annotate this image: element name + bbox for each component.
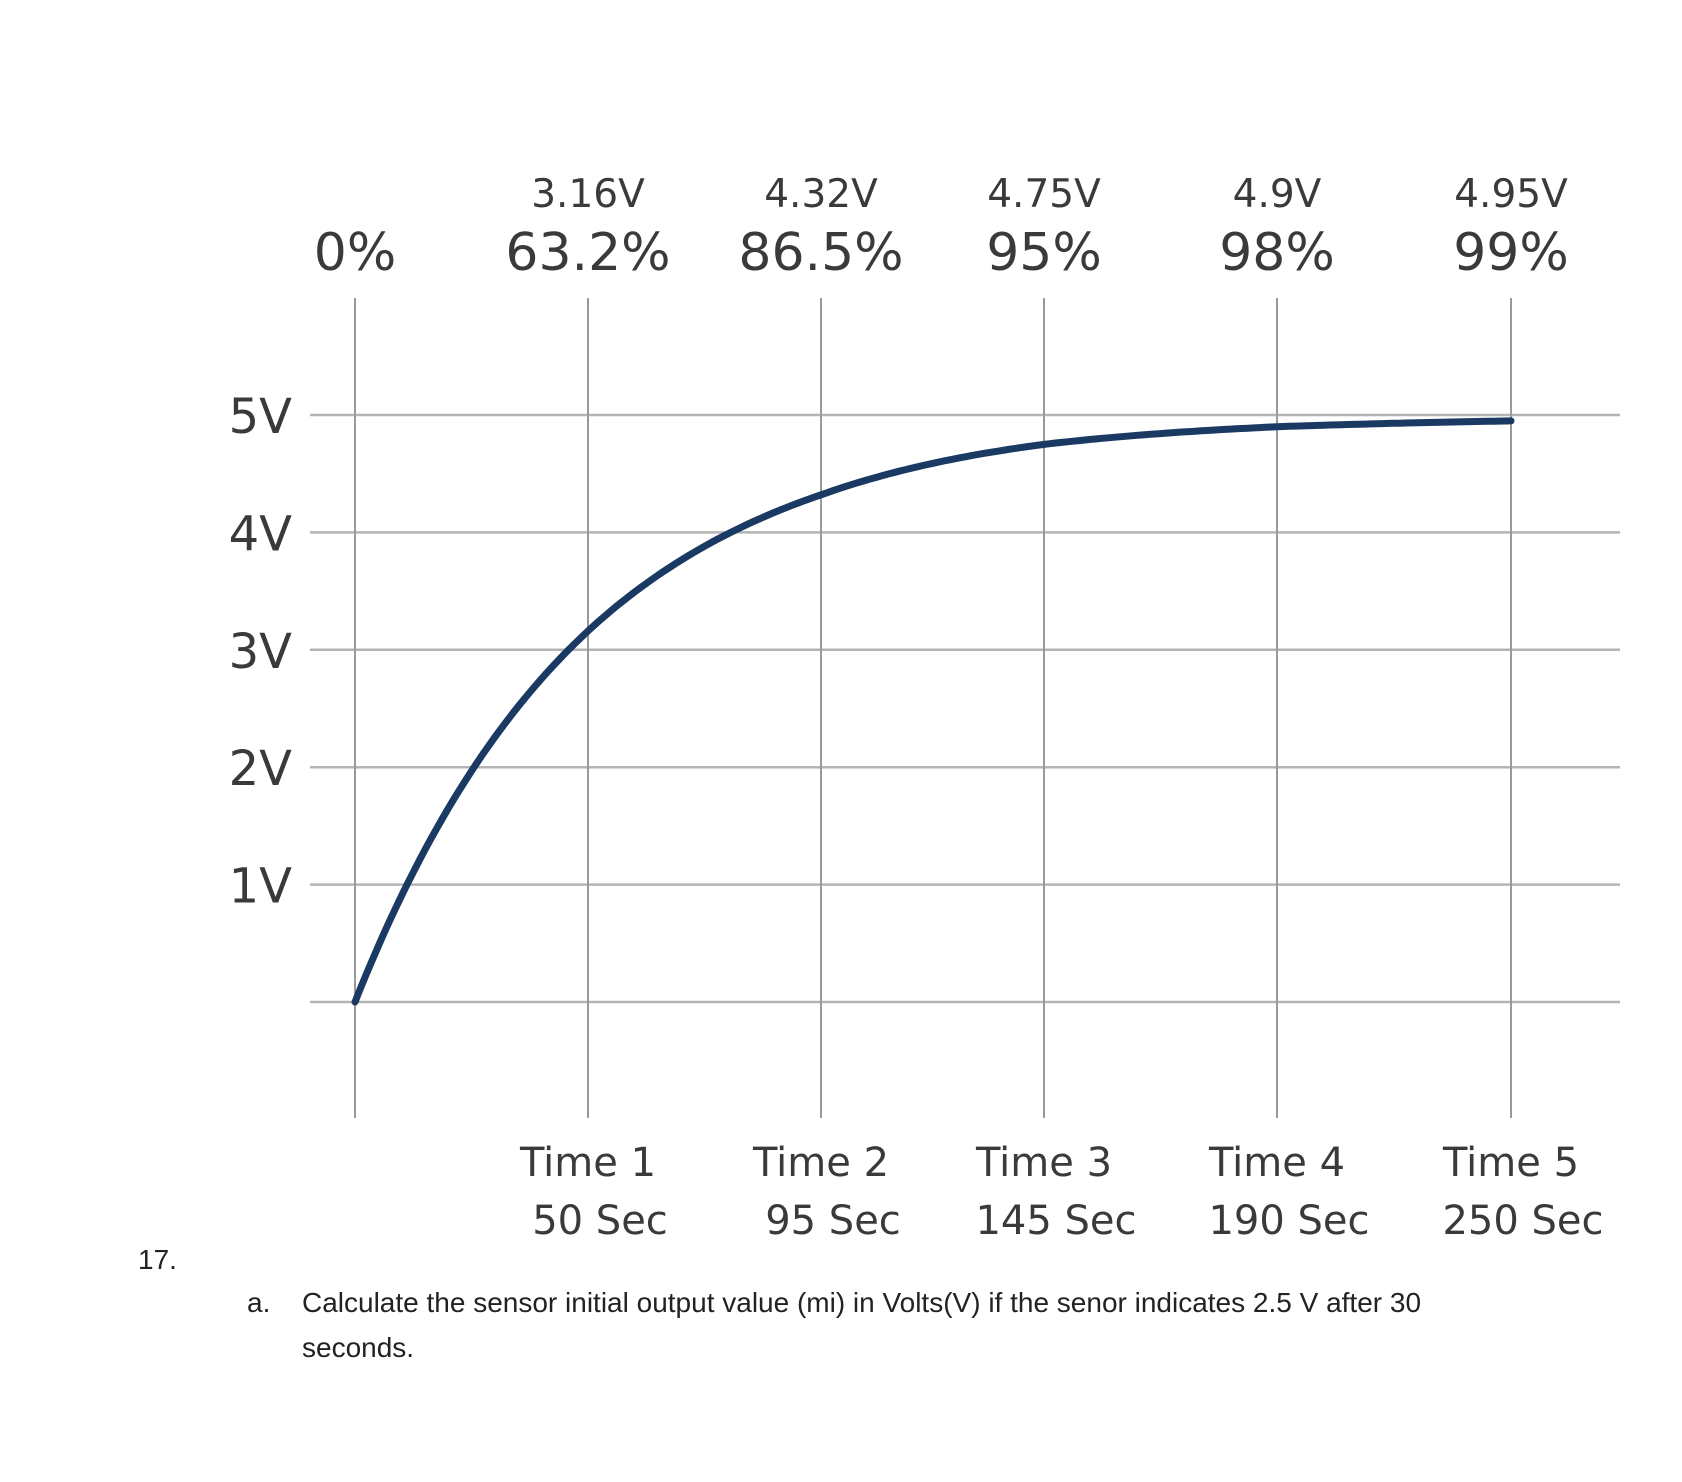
question-number: 17. — [138, 1244, 177, 1275]
y-tick-label: 3V — [228, 623, 292, 680]
top-percent-label: 86.5% — [738, 223, 904, 283]
item-text: Calculate the sensor initial output value (mi) in Volts(V) if the senor indicates 2.5 V after 30 seconds. — [302, 1287, 1422, 1363]
top-voltage-label: 4.32V — [764, 172, 878, 217]
top-voltage-label: 4.95V — [1454, 172, 1568, 217]
top-percent-label: 63.2% — [505, 223, 671, 283]
top-voltage-label: 4.9V — [1232, 172, 1322, 217]
y-tick-label: 4V — [228, 506, 292, 563]
seconds-label: 145 Sec — [975, 1198, 1137, 1240]
item-letter: a. — [247, 1287, 271, 1318]
top-percent-label: 0% — [313, 223, 397, 283]
vertical-gridlines — [355, 298, 1511, 1118]
y-tick-label: 1V — [228, 858, 292, 915]
charging-curve — [355, 421, 1511, 1002]
y-axis-tick-labels — [229, 389, 293, 915]
time-label: Time 1 — [519, 1140, 657, 1186]
time-label: Time 3 — [975, 1140, 1113, 1186]
seconds-label: 50 Sec — [532, 1198, 668, 1240]
seconds-label: 95 Sec — [765, 1198, 901, 1240]
top-voltage-label: 3.16V — [531, 172, 645, 217]
time-label: Time 2 — [752, 1140, 890, 1186]
top-percent-label: 99% — [1453, 223, 1569, 283]
time-label: Time 4 — [1208, 1140, 1346, 1186]
top-labels — [314, 172, 1569, 283]
seconds-label: 250 Sec — [1442, 1198, 1604, 1240]
y-tick-label: 2V — [228, 741, 292, 798]
time-label: Time 5 — [1442, 1140, 1580, 1186]
y-tick-label: 5V — [228, 389, 292, 445]
top-percent-label: 95% — [986, 223, 1102, 283]
seconds-label: 190 Sec — [1208, 1198, 1370, 1240]
bottom-labels — [519, 1140, 1604, 1240]
top-percent-label: 98% — [1219, 223, 1335, 283]
top-voltage-label: 4.75V — [987, 172, 1101, 217]
horizontal-gridlines — [310, 415, 1620, 1002]
